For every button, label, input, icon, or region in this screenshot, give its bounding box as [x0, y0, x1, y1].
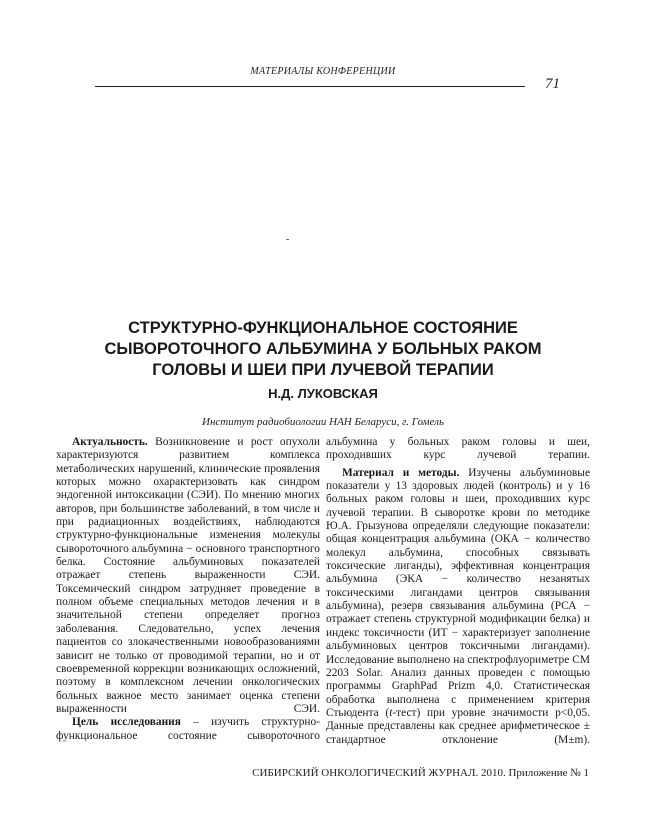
header-rule	[95, 86, 525, 87]
methods-heading: Материал и методы.	[342, 466, 460, 479]
methods-text-end: -тест) при уровне значимости p<0,05. Данные представлены как среднее арифметическое ± стандартное отклонение (M±m).	[326, 706, 590, 746]
title-line: ГОЛОВЫ И ШЕИ ПРИ ЛУЧЕВОЙ ТЕРАПИИ	[152, 361, 494, 379]
methods-paragraph	[326, 467, 590, 747]
relevance-paragraph	[56, 436, 320, 716]
relevance-heading: Актуальность.	[72, 436, 148, 448]
relevance-text: Возникновение и рост опухоли характеризуются развитием комплекса метаболических нарушений, клинические проявления которых можно охарактеризовать как синдром эндогенной интоксикации (СЭИ). По мнению многих авторов, при большинстве заболеваний, в том числе и при радиационных воздействиях, наблюдаются структурно-функциональные изменения молекулы сывороточного альбумина − основного транспортного белка. Состояние альбуминовых показателей отражает степень выраженности СЭИ. Токсемический синдром затрудняет проведение в полном объеме специальных методов лечения и в значительной степени определяет прогноз заболевания. Следовательно, успех лечения пациентов со злокачественными новообразованиями зависит не только от проводимой терапии, но и от своевременной коррекции возникающих осложнений, поэтому в комплексном лечении онкологических больных важное место занимает оценка степени выраженности СЭИ.	[56, 436, 320, 715]
running-head: МАТЕРИАЛЫ КОНФЕРЕНЦИИ	[250, 66, 396, 77]
title-line: СТРУКТУРНО-ФУНКЦИОНАЛЬНОЕ СОСТОЯНИЕ	[128, 319, 518, 337]
methods-text: Изучены альбуминовые показатели у 13 здоровых людей (контроль) и у 16 больных раком головы и шеи, проходивших курс лучевой терапии. В сыворотке крови по методике Ю.А. Грызунова определяли следующие показатели: общая концентрация альбумина (ОКА − количество молекул альбумина, способных связывать токсические лиганды), эффективная концентрация альбумина (ЭКА − количество незанятых токсическими лигандами центров связывания альбумина), резерв связывания альбумина (РСА − отражает степень структурной модификации белка) и индекс токсичности (ИТ − характеризует заполнение альбуминовых центров токсичными лигандами). Исследование выполнено на спектрофлуориметре СМ 2203 Solar. Анализ данных проведен с помощью программы GraphPad Prizm 4,0. Статистическая обработка выполнена с применением критерия Стьюдента (	[326, 466, 590, 719]
title-line: СЫВОРОТОЧНОГО АЛЬБУМИНА У БОЛЬНЫХ РАКОМ	[104, 340, 542, 358]
right-column	[326, 436, 590, 747]
aim-continuation: альбумина у больных раком головы и шеи, проходивших курс лучевой терапии.	[326, 436, 590, 462]
aim-paragraph	[56, 716, 320, 743]
author: Н.Д. ЛУКОВСКАЯ	[268, 386, 378, 401]
article-title	[60, 318, 586, 381]
left-column	[56, 436, 320, 743]
footer-journal: СИБИРСКИЙ ОНКОЛОГИЧЕСКИЙ ЖУРНАЛ. 2010. Приложение № 1	[252, 767, 589, 779]
page-number: 71	[545, 76, 560, 92]
stray-mark: -	[286, 234, 290, 245]
aim-text: – изучить структурно-функциональное состояние сывороточного	[56, 716, 320, 742]
aim-heading: Цель исследования	[72, 716, 181, 729]
t-test-symbol: t	[389, 706, 393, 719]
affiliation: Институт радиобиологии НАН Беларуси, г. Гомель	[202, 416, 444, 428]
